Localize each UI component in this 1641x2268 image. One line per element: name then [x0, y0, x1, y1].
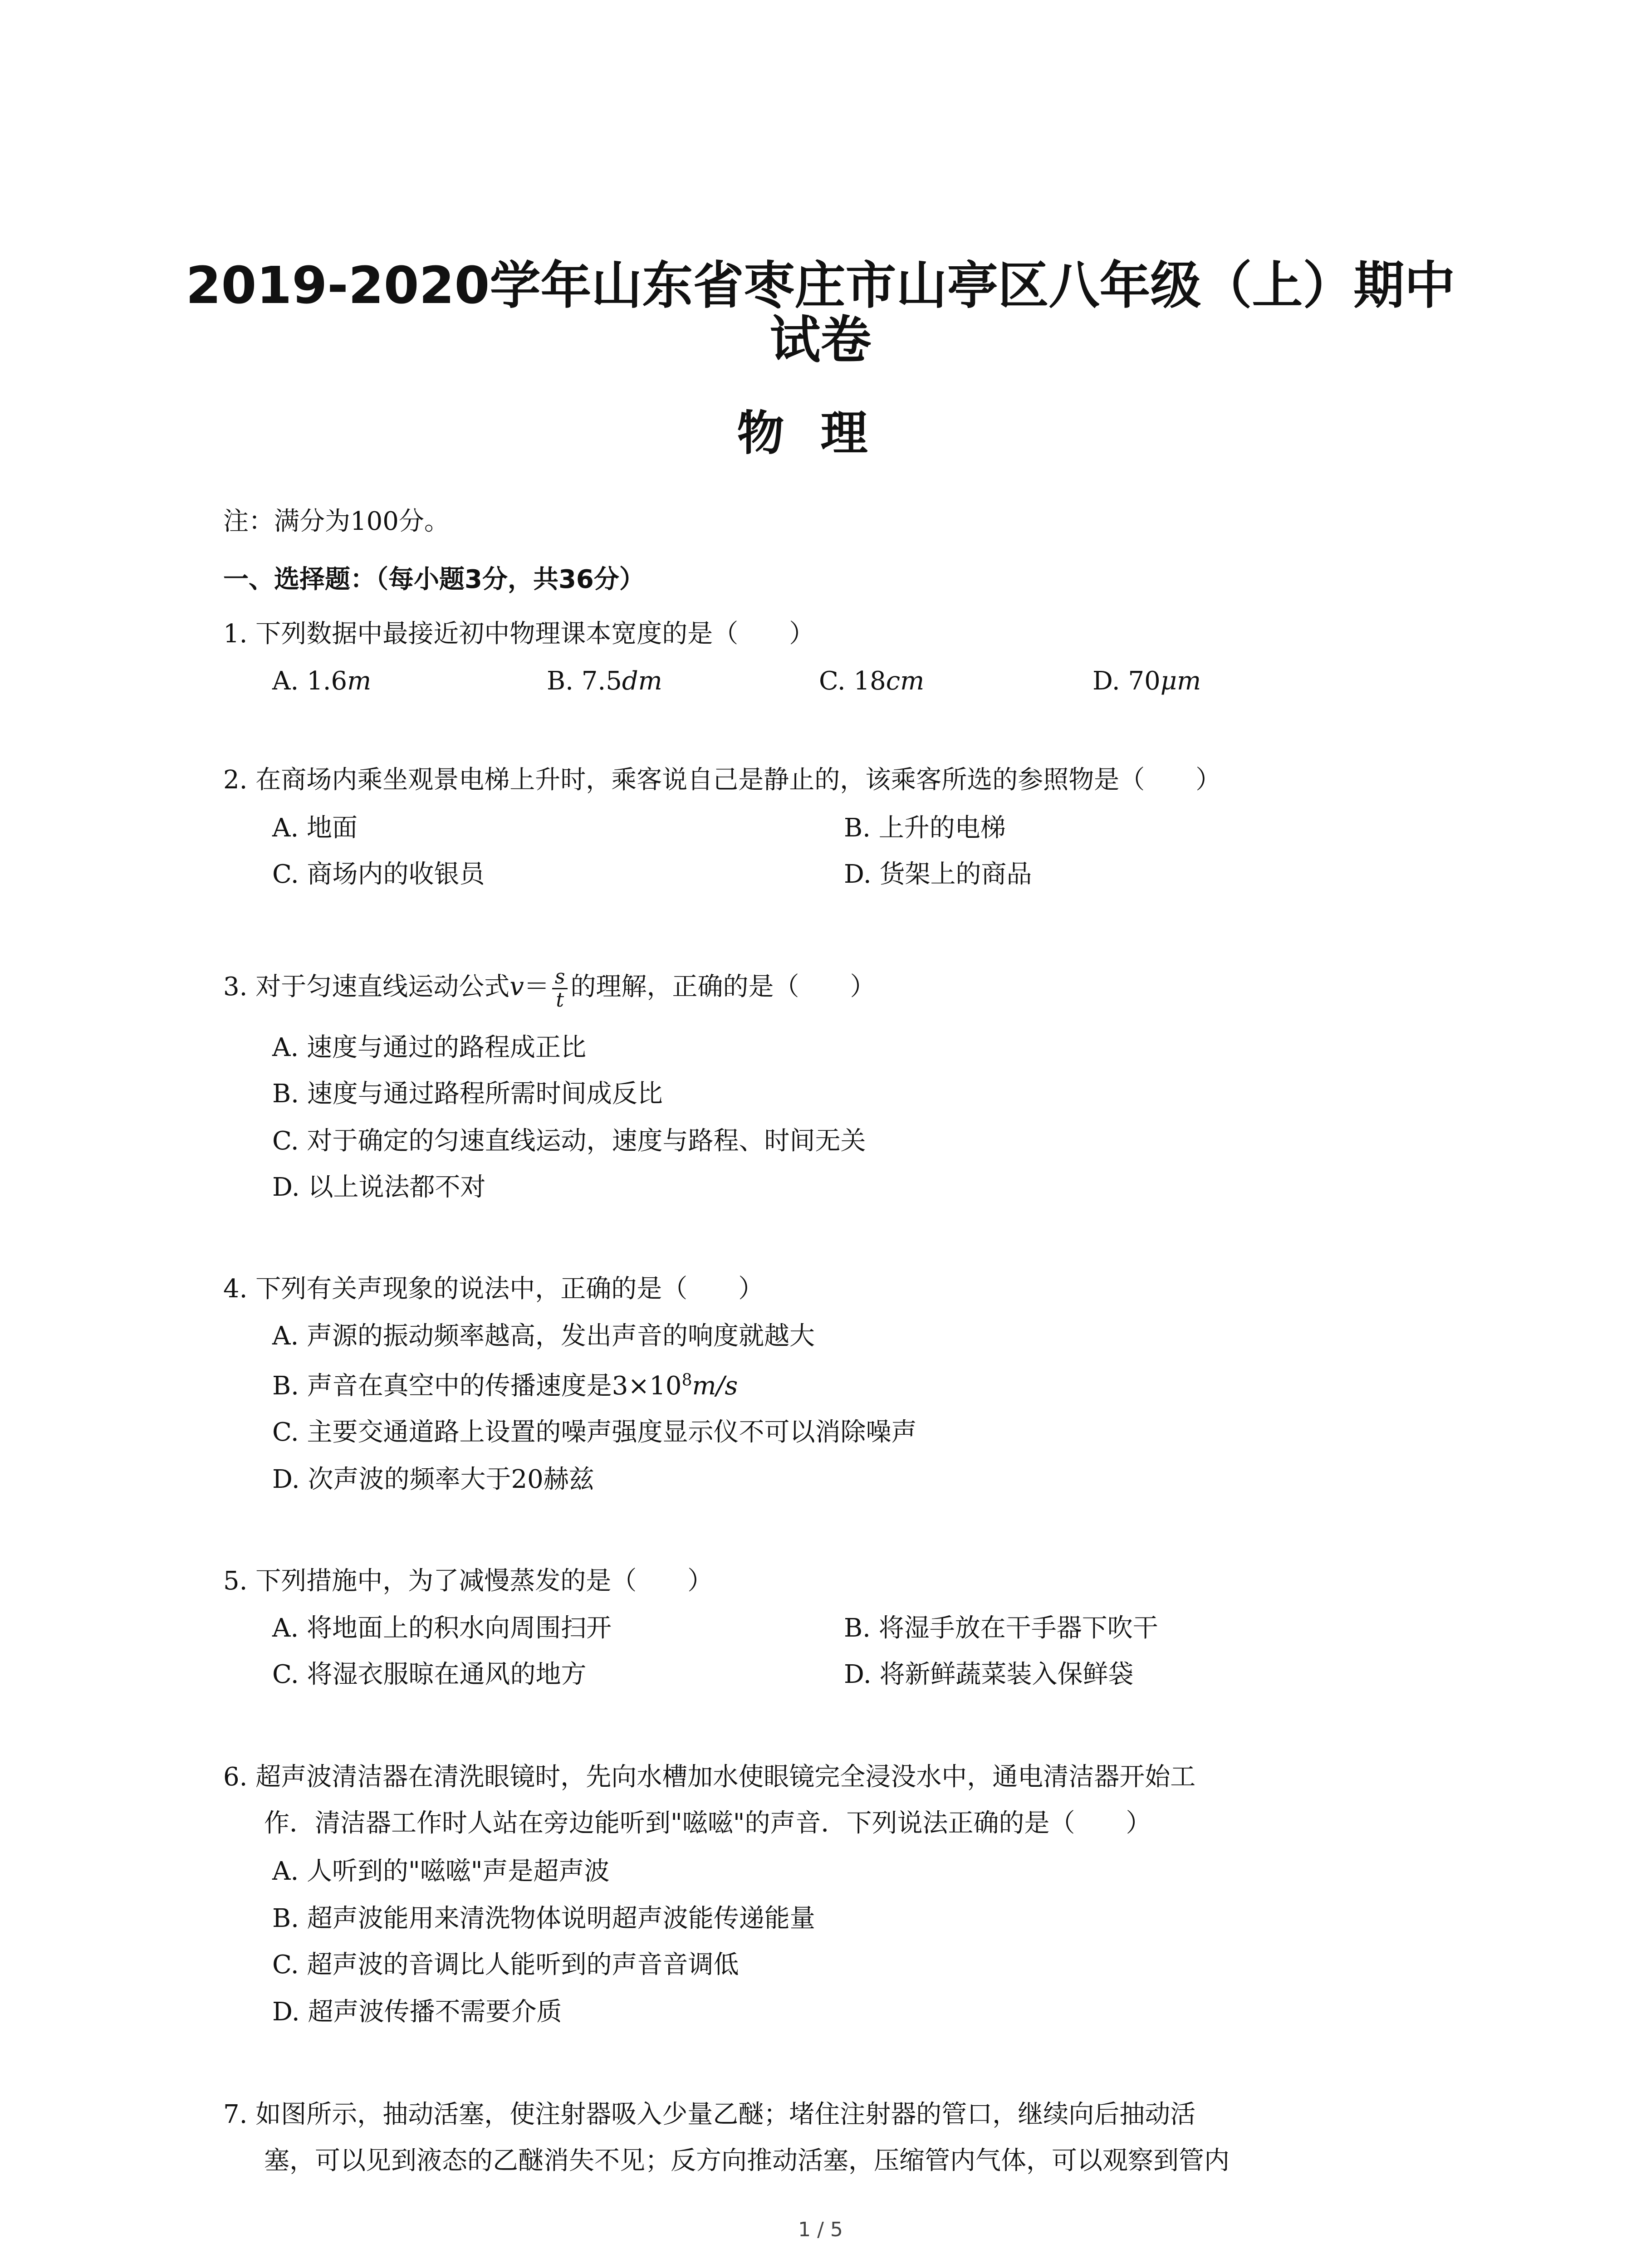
question-6-option-a: A. 人听到的"嗞嗞"声是超声波	[272, 1857, 610, 1886]
question-5-option-a: A. 将地面上的积水向周围扫开	[272, 1613, 612, 1643]
question-3-option-b: B. 速度与通过路程所需时间成反比	[272, 1079, 663, 1109]
question-3-stem: 3. 对于匀速直线运动公式v＝ $\frac{s}{t}$ 的理解，正确的是（ ）	[223, 965, 876, 1012]
score-note: 注：满分为100分。	[223, 507, 450, 536]
question-4-option-b: B. 声音在真空中的传播速度是$3\times 10^8m/s$	[272, 1371, 738, 1401]
question-5-stem: 5. 下列措施中，为了减慢蒸发的是（ ）	[223, 1566, 713, 1596]
question-6-option-d: D. 超声波传播不需要介质	[272, 1997, 562, 2027]
question-5-option-c: C. 将湿衣服晾在通风的地方	[272, 1660, 587, 1689]
question-1-option-d: D. 70μm	[1092, 666, 1201, 696]
page-number: 1 / 5	[798, 2218, 843, 2241]
question-3-option-a: A. 速度与通过的路程成正比	[272, 1033, 587, 1062]
question-5-option-b: B. 将湿手放在干手器下吹干	[844, 1613, 1158, 1643]
question-2-stem: 2. 在商场内乘坐观景电梯上升时，乘客说自己是静止的，该乘客所选的参照物是（ ）	[223, 765, 1221, 795]
question-1-option-c: C. 18cm	[819, 666, 925, 696]
formula-velocity: v	[509, 972, 524, 1002]
question-6-stem-line2: 作．清洁器工作时人站在旁边能听到"嗞嗞"的声音．下列说法正确的是（ ）	[264, 1809, 1151, 1838]
question-2-option-a: A. 地面	[272, 813, 358, 843]
exam-title-line2: 试卷	[769, 311, 872, 370]
question-2-option-d: D. 货架上的商品	[844, 860, 1032, 889]
question-7-stem-line2: 塞，可以见到液态的乙醚消失不见；反方向推动活塞，压缩管内气体，可以观察到管内	[264, 2146, 1230, 2175]
question-7-stem-line1: 7. 如图所示，抽动活塞，使注射器吸入少量乙醚；堵住注射器的管口，继续向后抽动活	[223, 2100, 1196, 2129]
question-1-stem: 1. 下列数据中最接近初中物理课本宽度的是（ ）	[223, 619, 815, 649]
question-5-option-d: D. 将新鲜蔬菜装入保鲜袋	[844, 1660, 1134, 1689]
question-4-stem: 4. 下列有关声现象的说法中，正确的是（ ）	[223, 1274, 764, 1304]
question-2-option-b: B. 上升的电梯	[844, 813, 1006, 843]
section-heading: 一、选择题：（每小题3分，共36分）	[223, 565, 645, 594]
question-4-option-d: D. 次声波的频率大于20赫兹	[272, 1465, 594, 1494]
formula-fraction: $\frac{s}{t}$	[552, 966, 568, 1011]
question-3-option-d: D. 以上说法都不对	[272, 1173, 486, 1202]
exam-title-line1: 2019-2020学年山东省枣庄市山亭区八年级（上）期中	[186, 256, 1455, 315]
question-6-stem-line1: 6. 超声波清洁器在清洗眼镜时，先向水槽加水使眼镜完全浸没水中，通电清洁器开始工	[223, 1762, 1196, 1792]
question-4-option-a: A. 声源的振动频率越高，发出声音的响度就越大	[272, 1321, 815, 1351]
question-4-option-c: C. 主要交通道路上设置的噪声强度显示仪不可以消除噪声	[272, 1418, 917, 1447]
question-1-option-a: A. 1.6m	[272, 666, 372, 696]
question-6-option-b: B. 超声波能用来清洗物体说明超声波能传递能量	[272, 1904, 815, 1933]
question-6-option-c: C. 超声波的音调比人能听到的声音音调低	[272, 1950, 739, 1980]
question-1-option-b: B. 7.5dm	[547, 666, 662, 696]
subject-heading: 物理	[737, 406, 904, 461]
question-3-option-c: C. 对于确定的匀速直线运动，速度与路程、时间无关	[272, 1126, 866, 1156]
question-2-option-c: C. 商场内的收银员	[272, 860, 485, 889]
